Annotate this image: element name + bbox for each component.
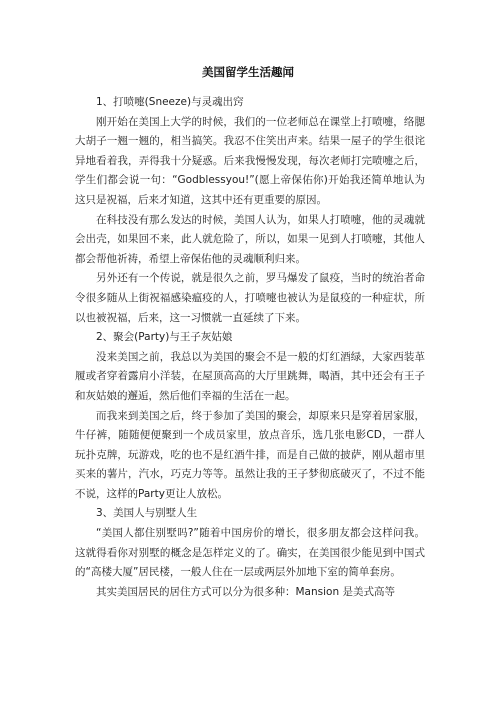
paragraph: 没来美国之前，我总以为美国的聚会不是一般的灯红酒绿，大家西装革履或者穿着露肩小洋装，在屋顶高高的大厅里跳舞，喝酒，其中还会有王子和灰姑娘的邂逅，然后他们幸福的生活在一起。 [75, 350, 425, 402]
section-heading: 2、聚会(Party)与王子灰姑娘 [96, 331, 233, 344]
document-title: 美国留学生活趣闻 [202, 65, 294, 79]
section-heading: 1、打喷嚏(Sneeze)与灵魂出窍 [96, 96, 244, 108]
paragraph: 在科技没有那么发达的时候，美国人认为，如果人打喷嚏，他的灵魂就会出壳，如果回不来，此人就危险了，所以，如果一见到人打喷嚏，其他人都会帮他祈祷，希望上帝保佑他的灵魂顺利归来。 [75, 213, 425, 265]
paragraph: 刚开始在美国上大学的时候，我们的一位老师总在课堂上打喷嚏，络腮大胡子一翘一翘的，相当搞笑。我忍不住笑出声来。结果一屋子的学生很诧异地看着我，弄得我十分疑惑。后来我慢慢发现，每次老师打完喷嚏之后，学生们都会说一句：“Godblessyou!”(愿上帝保佑你)开始我还简单地认为这只是祝福，后来才知道，这其中还有更重要的原因。 [75, 115, 425, 206]
paragraph: 而我来到美国之后，终于参加了美国的聚会，却原来只是穿着居家服，牛仔裤，随随便便聚到一个成员家里，放点音乐，选几张电影CD，一群人玩扑克牌，玩游戏，吃的也不是红酒牛排，而是自己做的披萨，刚从超市里买来的薯片，汽水，巧克力等等。虽然让我的王子梦彻底破灭了，不过不能不说，这样的Party更让人放松。 [75, 409, 425, 500]
paragraph: 其实美国居民的居住方式可以分为很多种：Mansion 是美式高等 [96, 585, 395, 598]
section-heading: 3、美国人与别墅人生 [96, 507, 198, 520]
paragraph: 另外还有一个传说，就是很久之前，罗马爆发了鼠疫，当时的统治者命令很多随从上街祝福感染瘟疫的人，打喷嚏也被认为是鼠疫的一种症状，所以也被祝福，后来，这一习惯就一直延续了下来。 [75, 272, 425, 324]
document-body [75, 93, 425, 602]
paragraph: “美国人都住别墅吗?”随着中国房价的增长，很多朋友都会这样问我。这就得看你对别墅的概念是怎样定义的了。确实，在美国很少能见到中国式的“高楼大厦”居民楼，一般人住在一层或两层外加地下室的简单套房。 [75, 527, 425, 579]
